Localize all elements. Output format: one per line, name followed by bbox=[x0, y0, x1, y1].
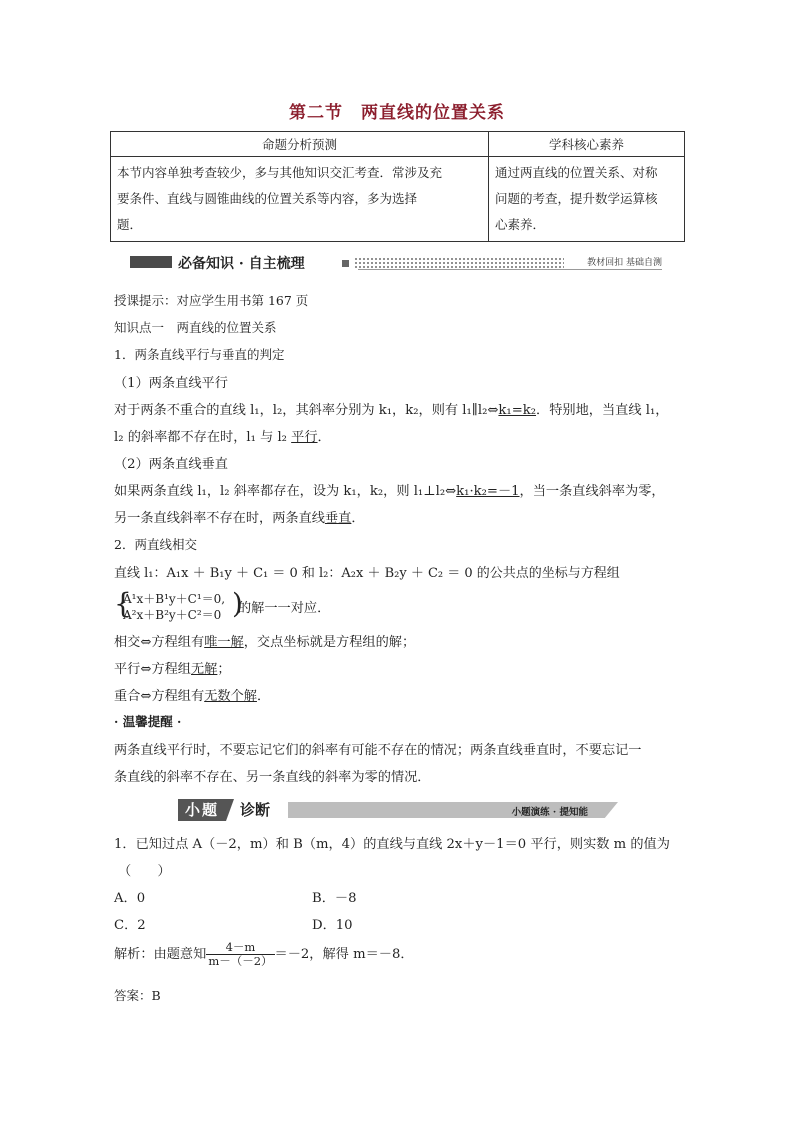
paragraph-line: 重合⇔方程组有无数个解． bbox=[114, 689, 271, 704]
table-text-line: 本节内容单独考查较少，多与其他知识交汇考查．常涉及充 bbox=[117, 165, 443, 180]
underlined-answer: 唯一解 bbox=[204, 635, 244, 650]
paragraph-line: 两条直线平行时，不要忘记它们的斜率有可能不存在的情况；两条直线垂直时，不要忘记一 bbox=[114, 743, 642, 758]
answer-parentheses: （ ） bbox=[118, 864, 171, 879]
knowledge-point-heading: 知识点一 两直线的位置关系 bbox=[114, 320, 277, 335]
subheading: 1．两条直线平行与垂直的判定 bbox=[114, 347, 285, 362]
paragraph-line: 平行⇔方程组无解； bbox=[114, 662, 231, 677]
table-text-line: 问题的考查，提升数学运算核 bbox=[495, 191, 658, 206]
underlined-answer: 垂直 bbox=[325, 511, 352, 526]
paragraph-line: 条直线的斜率不存在、另一条直线的斜率为零的情况． bbox=[114, 770, 431, 785]
section-header-knowledge bbox=[130, 253, 662, 271]
table-text-line: 通过两直线的位置关系、对称 bbox=[495, 165, 658, 180]
fraction-denominator: m－（－2） bbox=[208, 954, 273, 968]
table-text-line: 要条件、直线与圆锥曲线的位置关系等内容，多为选择 bbox=[117, 191, 418, 206]
paragraph-line: 对于两条不重合的直线 l₁，l₂，其斜率分别为 k₁，k₂，则有 l₁∥l₂⇔k₁=k₂．特别地，当直线 l₁， bbox=[114, 403, 669, 418]
underlined-answer: 无解 bbox=[191, 662, 218, 677]
subheading: 2．两直线相交 bbox=[114, 537, 197, 552]
underlined-answer: k₁=k₂ bbox=[498, 403, 537, 418]
option-d: D．10 bbox=[312, 918, 353, 933]
paragraph-line: 直线 l₁：A₁x ＋ B₁y ＋ C₁ ＝ 0 和 l₂：A₂x ＋ B₂y ＋ C₂ ＝ 0 的公共点的坐标与方程组 bbox=[114, 566, 620, 581]
section-title: 诊断 bbox=[240, 801, 271, 819]
fraction-numerator: 4－m bbox=[206, 941, 274, 955]
subheading: （1）两条直线平行 bbox=[114, 376, 228, 391]
analysis-table bbox=[110, 131, 685, 242]
paragraph-line: l₂ 的斜率都不存在时，l₁ 与 l₂ 平行． bbox=[114, 430, 331, 445]
question-stem: 1．已知过点 A（－2，m）和 B（m，4）的直线与直线 2x＋y－1＝0 平行，则实数 m 的值为 bbox=[114, 837, 670, 852]
reminder-heading: · 温馨提醒 · bbox=[114, 714, 182, 729]
table-text-line: 题． bbox=[117, 217, 143, 232]
section-square-icon bbox=[342, 260, 349, 267]
table-cell-right bbox=[489, 157, 685, 242]
table-text-line: 心素养． bbox=[495, 217, 546, 232]
quiz-label-box: 小题 bbox=[178, 799, 226, 821]
paragraph-line: 如果两条直线 l₁，l₂ 斜率都存在，设为 k₁，k₂，则 l₁⊥l₂⇔k₁·k₂=－1，当一条直线斜率为零， bbox=[114, 484, 665, 499]
section-subtitle: 小题演练 · 提知能 bbox=[511, 807, 588, 818]
underlined-answer: 无数个解 bbox=[204, 689, 257, 704]
fraction bbox=[206, 941, 274, 968]
section-marker bbox=[130, 256, 172, 268]
table-header-right: 学科核心素养 bbox=[489, 132, 685, 157]
option-a: A．0 bbox=[114, 891, 146, 906]
solution-line: 解析：由题意知 $\frac{4-m}{m-(-2)}$ ＝－2，解得 m＝－8． bbox=[114, 940, 414, 968]
paragraph-line: 相交⇔方程组有唯一解，交点坐标就是方程组的解； bbox=[114, 635, 416, 650]
section-header-quiz bbox=[178, 799, 618, 821]
equation-line: A²x＋B²y＋C²＝0 bbox=[123, 608, 222, 622]
subheading: （2）两条直线垂直 bbox=[114, 457, 228, 472]
option-c: C．2 bbox=[114, 918, 146, 933]
equation-line: A¹x＋B¹y＋C¹＝0, bbox=[123, 592, 226, 606]
paragraph-line: 另一条直线斜率不存在时，两条直线垂直． bbox=[114, 511, 365, 526]
page-title: 第二节 两直线的位置关系 bbox=[289, 103, 505, 123]
section-subtitle: 教材回扣 基础自测 bbox=[587, 258, 662, 268]
underlined-answer: 平行 bbox=[291, 430, 318, 445]
right-brace: ) bbox=[232, 587, 243, 620]
dotted-decoration bbox=[354, 257, 564, 268]
option-b: B．－8 bbox=[312, 891, 357, 906]
slash-decoration bbox=[226, 799, 234, 821]
section-title: 必备知识 · 自主梳理 bbox=[178, 256, 305, 272]
lesson-hint: 授课提示：对应学生用书第 167 页 bbox=[114, 293, 309, 308]
table-cell-left bbox=[111, 157, 489, 242]
left-brace: { bbox=[114, 587, 132, 620]
paragraph-line: 的解一一对应． bbox=[238, 601, 331, 616]
section-rule bbox=[358, 269, 662, 270]
answer-line: 答案：B bbox=[114, 988, 161, 1003]
underlined-answer: k₁·k₂=－1 bbox=[456, 484, 520, 499]
table-header-left: 命题分析预测 bbox=[111, 132, 489, 157]
